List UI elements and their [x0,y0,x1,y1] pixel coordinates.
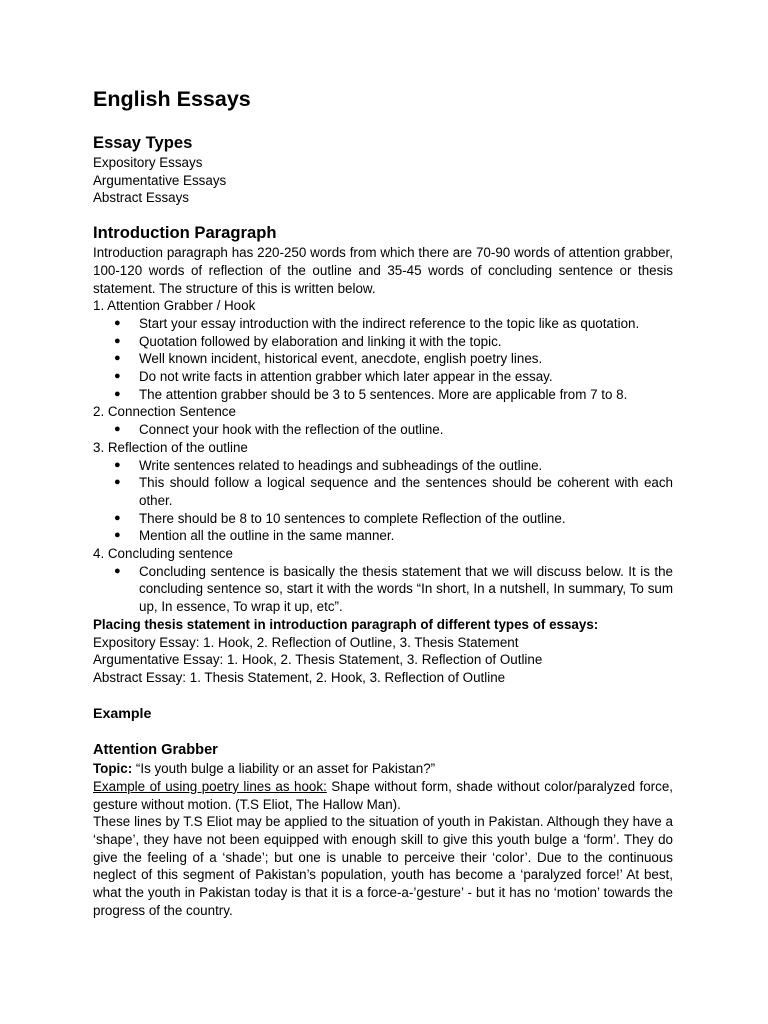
essay-types-heading: Essay Types [93,133,193,152]
bullet-item: ● Well known incident, historical event, anecdote, english poetry lines. [93,350,673,368]
bullet-item: ● The attention grabber should be 3 to 5 sentences. More are applicable from 7 to 8. [93,386,673,404]
bullet-item: ● There should be 8 to 10 sentences to complete Reflection of the outline. [93,510,673,528]
example-heading: Example [93,705,152,722]
topic-line [93,760,673,778]
essay-type-item: Abstract Essays [93,190,189,206]
intro-heading: Introduction Paragraph [93,223,277,243]
document-page [93,84,673,919]
hook-label: Example of using poetry lines as hook: [93,778,327,794]
topic-label: Topic: [93,761,133,777]
essay-type-item: Argumentative Essays [93,172,227,188]
bullet-list [93,421,673,439]
document-title: English Essays [93,87,251,111]
bullet-item: ● Do not write facts in attention grabber which later appear in the essay. [93,368,673,386]
bullet-list [93,315,673,404]
topic-text: “Is youth bulge a liability or an asset for Pakistan?” [132,761,436,777]
bullet-item: ● This should follow a logical sequence and the sentences should be coherent with each other. [93,474,673,509]
bullet-item: ● Concluding sentence is basically the thesis statement that we will discuss below. It is the concluding sentence so, start it with the words “In short, In a nutshell, In summary, To sum up, In essence, To wrap it up, etc”. [93,563,673,616]
bullet-item: ● Mention all the outline in the same manner. [93,527,673,545]
placing-line: Abstract Essay: 1. Thesis Statement, 2. Hook, 3. Reflection of Outline [93,669,506,685]
section-label: 3. Reflection of the outline [93,439,248,455]
attention-grabber-heading: Attention Grabber [93,742,218,759]
bullet-list [93,563,673,616]
essay-type-item: Expository Essays [93,155,203,170]
section-label: 1. Attention Grabber / Hook [93,298,256,314]
section-label: 4. Concluding sentence [93,546,233,562]
example-paragraph: These lines by T.S Eliot may be applied to the situation of youth in Pakistan. Although they have a ‘shape’, they have not been equipped with enough skill to give this youth bulge a ‘form’. They do give the feeling of a ‘shade’; but one is unable to perceive their ‘color’. Due to the continuous neglect of this segment of Pakistan’s population, youth has become a ‘paralyzed force!’ At best, what the youth in Pakistan today is that it is a force-a-’gesture’ - but it has no ‘motion’ towards the progress of the country. [93,814,673,918]
bullet-item: ● Connect your hook with the reflection of the outline. [93,421,673,439]
bullet-item: ● Start your essay introduction with the indirect reference to the topic like as quotation. [93,315,673,333]
hook-text: Shape without form, shade without color/paralyzed force, gesture without motion. (T.S Eliot, The Hallow Man). [93,778,673,812]
placing-heading: Placing thesis statement in introduction paragraph of different types of essays: [93,616,599,632]
section-label: 2. Connection Sentence [93,404,236,420]
intro-paragraph: Introduction paragraph has 220-250 words from which there are 70-90 words of attention grabber, 100-120 words of reflection of the outline and 35-45 words of concluding sentence or thesis statement. The structure of this is written below. [93,245,673,296]
placing-line: Expository Essay: 1. Hook, 2. Reflection of Outline, 3. Thesis Statement [93,634,519,650]
bullet-item: ● Quotation followed by elaboration and linking it with the topic. [93,333,673,351]
placing-line: Argumentative Essay: 1. Hook, 2. Thesis Statement, 3. Reflection of Outline [93,652,543,668]
bullet-item: ● Write sentences related to headings and subheadings of the outline. [93,457,673,475]
bullet-list [93,457,673,546]
hook-line [93,778,673,813]
